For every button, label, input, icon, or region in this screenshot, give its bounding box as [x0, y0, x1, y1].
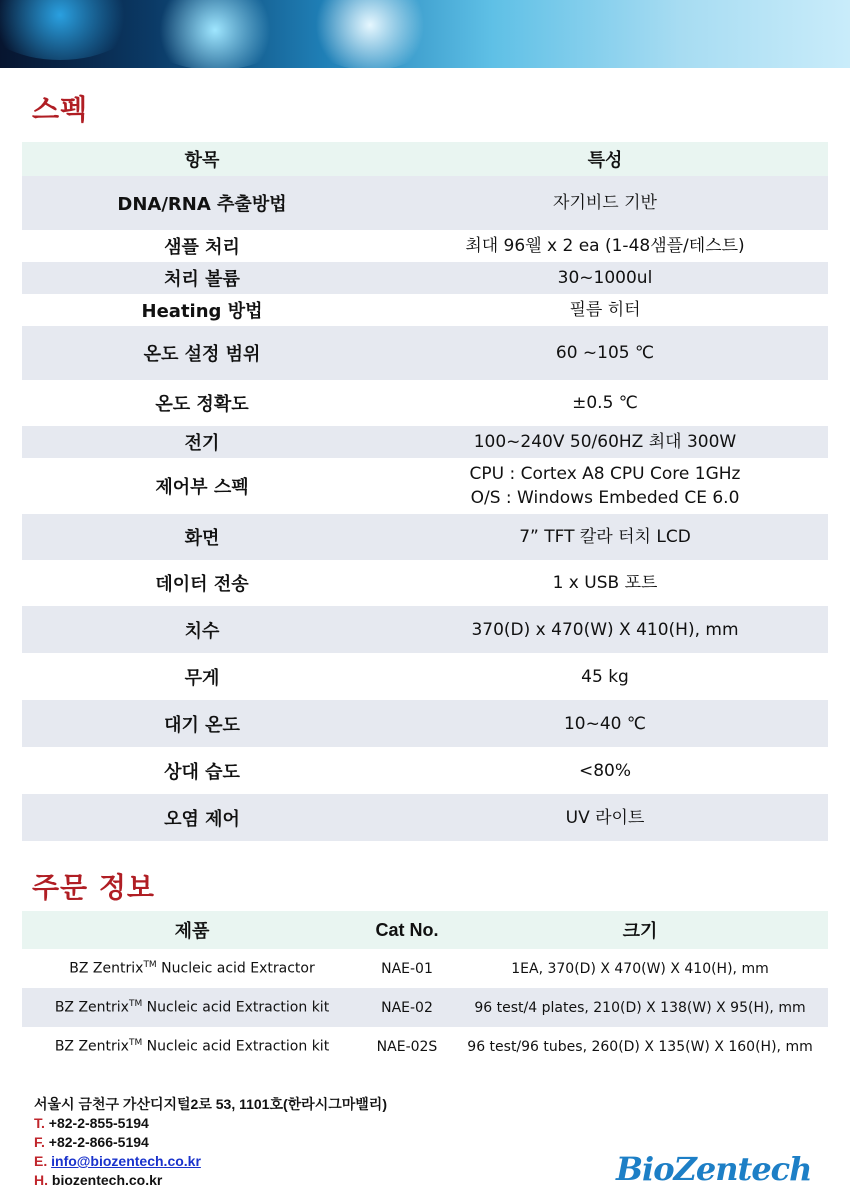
table-row [22, 294, 828, 326]
spec-value: <80% [578, 760, 632, 781]
order-header-size: 크기 [452, 911, 828, 949]
spec-key: 대기 온도 [22, 700, 382, 747]
spec-value: 100~240V 50/60HZ 최대 300W [382, 426, 828, 458]
table-row [22, 326, 828, 380]
order-section-title: 주문 정보 [32, 871, 155, 904]
order-product: BZ Zentrix™ Nucleic acid Extraction kit [22, 988, 362, 1027]
table-row [22, 606, 828, 653]
table-row [22, 747, 828, 794]
table-row [22, 514, 828, 560]
spec-value-line: O/S : Windows Embeded CE 6.0 [470, 488, 740, 508]
header-banner-image [0, 0, 850, 68]
spec-header-property: 특성 [382, 142, 828, 176]
spec-key: 치수 [22, 606, 382, 653]
table-row [22, 700, 828, 747]
table-row [22, 230, 828, 262]
table-row [22, 1027, 828, 1066]
email-link[interactable]: info@biozentech.co.kr [51, 1153, 201, 1169]
email: E. info@biozentech.co.kr [34, 1153, 201, 1169]
order-catno: NAE-02S [376, 1038, 438, 1055]
table-row [22, 380, 828, 426]
spec-value [382, 458, 828, 514]
contact-info [34, 1095, 387, 1190]
order-size: 96 test/4 plates, 210(D) X 138(W) X 95(H), mm [452, 988, 828, 1027]
table-row [22, 262, 828, 294]
order-table [22, 911, 828, 1066]
spec-header-item: 항목 [22, 142, 382, 176]
spec-value: UV 라이트 [382, 794, 828, 841]
table-row [22, 949, 828, 988]
spec-section-title: 스펙 [32, 93, 89, 126]
table-row [22, 560, 828, 606]
spec-value: 최대 96웰 x 2 ea (1-48샘플/테스트) [465, 236, 745, 256]
spec-key: 데이터 전송 [155, 574, 249, 595]
table-row [22, 794, 828, 841]
spec-key: 무게 [184, 667, 220, 689]
spec-key: 화면 [22, 514, 382, 560]
spec-key: 제어부 스펙 [155, 477, 249, 498]
address: 서울시 금천구 가산디지털2로 53, 1101호(한라시그마밸리) [34, 1096, 387, 1112]
spec-value: 30~1000ul [382, 262, 828, 294]
order-header-product: 제품 [22, 911, 362, 949]
fax: F. +82-2-866-5194 [34, 1134, 149, 1150]
phone: T. +82-2-855-5194 [34, 1115, 149, 1131]
spec-key: 온도 설정 범위 [22, 326, 382, 380]
order-product: BZ Zentrix™ Nucleic acid Extraction kit [54, 1038, 330, 1055]
order-header-row [22, 911, 828, 949]
spec-value: 7” TFT 칼라 터치 LCD [382, 514, 828, 560]
order-product: BZ Zentrix™ Nucleic acid Extractor [69, 960, 315, 977]
spec-key: 처리 볼륨 [22, 262, 382, 294]
biozentech-logo: BioZentech [616, 1150, 812, 1188]
spec-value: ±0.5 ℃ [572, 393, 638, 413]
spec-value: 60 ~105 ℃ [382, 326, 828, 380]
table-row [22, 653, 828, 700]
spec-key: 상대 습도 [164, 761, 240, 783]
spec-table [22, 142, 828, 841]
table-row [22, 458, 828, 514]
spec-value: 10~40 ℃ [382, 700, 828, 747]
order-catno: NAE-02 [362, 988, 452, 1027]
spec-value: 1 x USB 포트 [552, 573, 658, 593]
spec-key: 전기 [22, 426, 382, 458]
spec-key: 오염 제어 [22, 794, 382, 841]
table-row [22, 176, 828, 230]
spec-value: 필름 히터 [569, 300, 641, 320]
order-catno: NAE-01 [381, 960, 433, 977]
spec-key: DNA/RNA 추출방법 [22, 176, 382, 230]
order-size: 96 test/96 tubes, 260(D) X 135(W) X 160(H), mm [467, 1038, 813, 1055]
website: H. biozentech.co.kr [34, 1172, 163, 1188]
order-header-catno: Cat No. [362, 911, 452, 949]
spec-value: 45 kg [581, 666, 629, 687]
table-row [22, 988, 828, 1027]
spec-value-line: CPU : Cortex A8 CPU Core 1GHz [469, 464, 741, 484]
order-size: 1EA, 370(D) X 470(W) X 410(H), mm [511, 960, 769, 977]
spec-value: 370(D) x 470(W) X 410(H), mm [382, 606, 828, 653]
table-row [22, 426, 828, 458]
spec-key: 샘플 처리 [164, 237, 240, 258]
spec-header-row [22, 142, 828, 176]
spec-key: 온도 정확도 [155, 394, 249, 415]
spec-value: 자기비드 기반 [382, 176, 828, 230]
spec-key: Heating 방법 [141, 301, 263, 322]
